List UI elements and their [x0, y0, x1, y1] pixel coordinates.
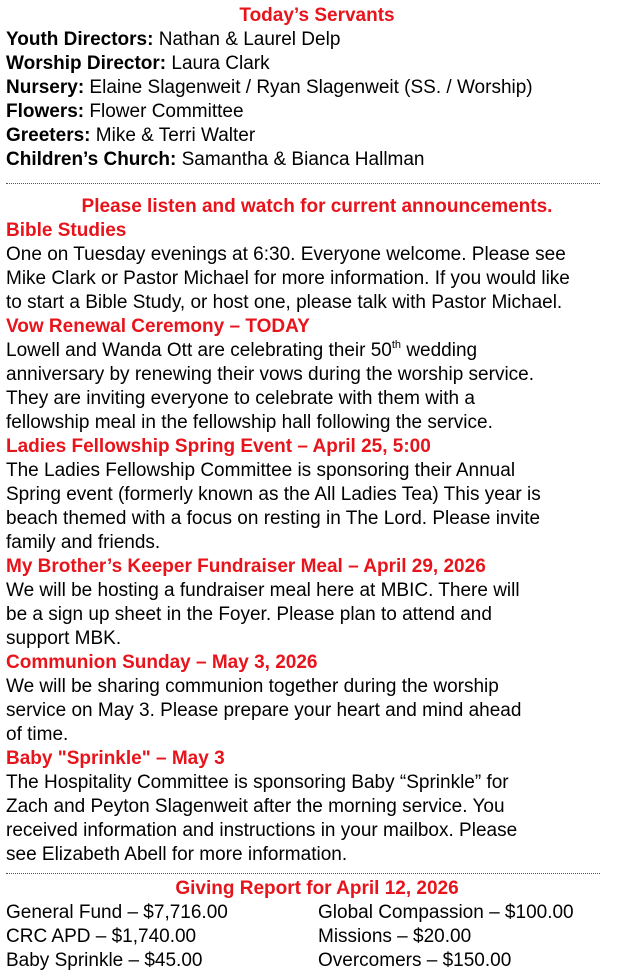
body-line: We will be sharing communion together during the worship: [6, 676, 499, 697]
servant-label: Nursery:: [6, 77, 85, 98]
giving-row: [6, 901, 628, 925]
body-line: One on Tuesday evenings at 6:30. Everyone welcome. Please see: [6, 244, 566, 265]
giving-right-item: Overcomers – $150.00: [318, 950, 512, 971]
body-line: family and friends.: [6, 532, 161, 553]
servant-value: Mike & Terri Walter: [90, 125, 256, 146]
body-text: Lowell and Wanda Ott are celebrating their 50: [6, 340, 392, 361]
servant-value: Nathan & Laurel Delp: [153, 29, 341, 50]
body-line: see Elizabeth Abell for more information.: [6, 844, 348, 865]
body-line: We will be hosting a fundraiser meal here at MBIC. There will: [6, 580, 520, 601]
servant-row-childrens-church: [6, 148, 628, 172]
servant-label: Greeters:: [6, 125, 91, 146]
servant-label: Children’s Church:: [6, 149, 177, 170]
body-line: [6, 339, 628, 363]
baby-sprinkle-heading: Baby "Sprinkle" – May 3: [6, 748, 225, 769]
body-line: service on May 3. Please prepare your heart and mind ahead: [6, 700, 522, 721]
announcements-section: [6, 195, 628, 867]
servant-row-nursery: [6, 76, 628, 100]
body-line: The Hospitality Committee is sponsoring Baby “Sprinkle” for: [6, 772, 509, 793]
giving-row: [6, 925, 628, 949]
servant-value: Laura Clark: [166, 53, 270, 74]
bible-studies-heading: Bible Studies: [6, 220, 127, 241]
servant-row-worship-director: [6, 52, 628, 76]
body-line: to start a Bible Study, or host one, please talk with Pastor Michael.: [6, 292, 563, 313]
body-line: support MBK.: [6, 628, 122, 649]
servant-label: Worship Director:: [6, 53, 167, 74]
servants-section: [6, 4, 628, 172]
section-divider: [6, 183, 600, 184]
mbk-fundraiser-heading: My Brother’s Keeper Fundraiser Meal – April 29, 2026: [6, 556, 486, 577]
body-line: received information and instructions in your mailbox. Please: [6, 820, 518, 841]
giving-left-item: Baby Sprinkle – $45.00: [6, 950, 203, 971]
body-line: Mike Clark or Pastor Michael for more information. If you would like: [6, 268, 570, 289]
bulletin-page: [6, 4, 628, 973]
servant-value: Elaine Slagenweit / Ryan Slagenweit (SS. / Worship): [84, 77, 533, 98]
body-line: Spring event (formerly known as the All Ladies Tea) This year is: [6, 484, 541, 505]
giving-row: [6, 949, 628, 973]
servant-row-flowers: [6, 100, 628, 124]
servants-title: Today’s Servants: [239, 5, 395, 26]
servant-label: Youth Directors:: [6, 29, 154, 50]
giving-right-item: Missions – $20.00: [318, 926, 472, 947]
servant-label: Flowers:: [6, 101, 85, 122]
body-line: beach themed with a focus on resting in The Lord. Please invite: [6, 508, 541, 529]
giving-report-title: Giving Report for April 12, 2026: [175, 878, 459, 899]
section-divider: [6, 873, 600, 874]
ladies-fellowship-heading: Ladies Fellowship Spring Event – April 25, 5:00: [6, 436, 431, 457]
servant-row-youth-directors: [6, 28, 628, 52]
body-line: be a sign up sheet in the Foyer. Please plan to attend and: [6, 604, 492, 625]
body-line: Zach and Peyton Slagenweit after the morning service. You: [6, 796, 505, 817]
servant-value: Samantha & Bianca Hallman: [176, 149, 425, 170]
body-line: fellowship meal in the fellowship hall following the service.: [6, 412, 493, 433]
vow-renewal-heading: Vow Renewal Ceremony – TODAY: [6, 316, 310, 337]
giving-left-item: General Fund – $7,716.00: [6, 902, 228, 923]
body-line: The Ladies Fellowship Committee is sponsoring their Annual: [6, 460, 516, 481]
body-line: of time.: [6, 724, 69, 745]
ordinal-suffix: th: [391, 338, 402, 351]
communion-sunday-heading: Communion Sunday – May 3, 2026: [6, 652, 318, 673]
body-line: They are inviting everyone to celebrate with them with a: [6, 388, 475, 409]
body-line: anniversary by renewing their vows during the worship service.: [6, 364, 535, 385]
announcements-intro: Please listen and watch for current announcements.: [81, 196, 553, 217]
giving-report-section: [6, 877, 628, 973]
giving-left-item: CRC APD – $1,740.00: [6, 926, 197, 947]
giving-right-item: Global Compassion – $100.00: [318, 902, 574, 923]
servant-value: Flower Committee: [84, 101, 244, 122]
body-text: wedding: [401, 340, 478, 361]
servant-row-greeters: [6, 124, 628, 148]
